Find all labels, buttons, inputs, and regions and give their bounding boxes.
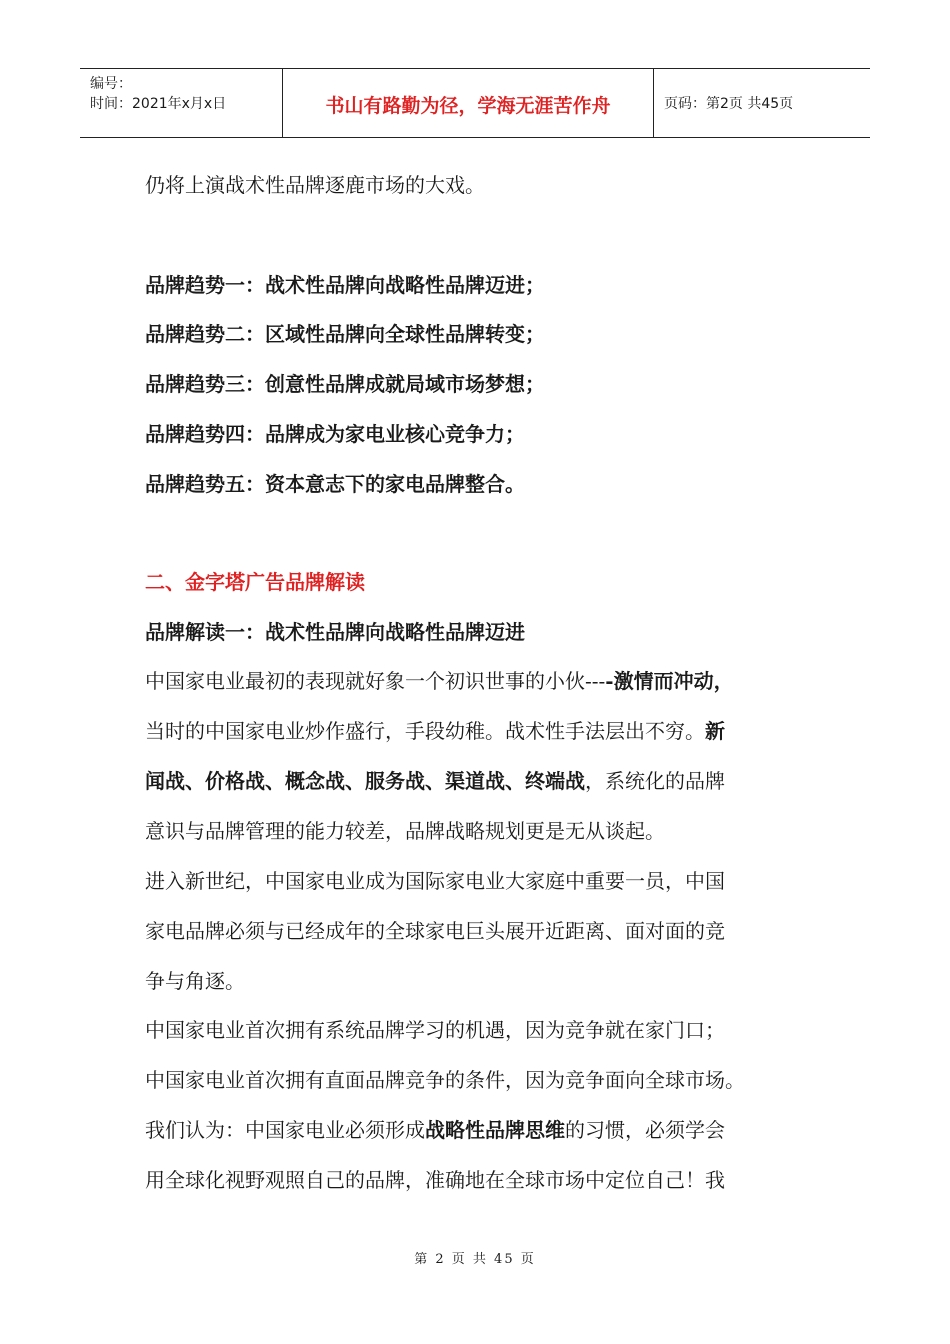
motto: 书山有路勤为径，学海无涯苦作舟 xyxy=(325,95,611,117)
header-motto-cell xyxy=(283,69,654,137)
time-label: 时间：2021年x月x日 xyxy=(90,96,227,112)
text-run: 的习惯，必须学会 xyxy=(565,1118,725,1142)
paragraph-2-line-1: 进入新世纪，中国家电业成为国际家电业大家庭中重要一员，中国 xyxy=(145,869,725,893)
number-label: 编号： xyxy=(90,76,132,92)
paragraph-1-line-3 xyxy=(145,771,825,791)
trend-2: 品牌趋势二：区域性品牌向全球性品牌转变； xyxy=(145,322,545,346)
paragraph-2-line-2: 家电品牌必须与已经成年的全球家电巨头展开近距离、面对面的竞 xyxy=(145,919,725,943)
trend-3: 品牌趋势三：创意性品牌成就局域市场梦想； xyxy=(145,372,545,396)
header-page-cell xyxy=(654,69,870,137)
text-run-bold: 战略性品牌思维 xyxy=(425,1118,565,1142)
section-title: 二、金字塔广告品牌解读 xyxy=(145,570,365,594)
sub-title: 品牌解读一：战术性品牌向战略性品牌迈进 xyxy=(145,620,525,644)
page-footer: 第 2 页 共 45 页 xyxy=(414,1252,536,1267)
page-info: 页码：第2页 共45页 xyxy=(664,96,794,112)
text-run: 中国家电业最初的表现就好象一个初识世事的小伙--- xyxy=(145,669,606,693)
intro-line: 仍将上演战术性品牌逐鹿市场的大戏。 xyxy=(145,173,485,197)
paragraph-1-line-4: 意识与品牌管理的能力较差，品牌战略规划更是无从谈起。 xyxy=(145,819,665,843)
text-run-bold: 新 xyxy=(705,719,725,743)
paragraph-3-line-1: 中国家电业首次拥有系统品牌学习的机遇，因为竞争就在家门口； xyxy=(145,1018,725,1042)
text-run: 当时的中国家电业炒作盛行，手段幼稚。战术性手法层出不穷。 xyxy=(145,719,705,743)
paragraph-1-line-1 xyxy=(145,671,825,691)
paragraph-2-line-3: 争与角逐。 xyxy=(145,969,245,993)
paragraph-4-line-2: 用全球化视野观照自己的品牌，准确地在全球市场中定位自己！我 xyxy=(145,1168,725,1192)
text-run-bold: 闻战、价格战、概念战、服务战、渠道战、终端战 xyxy=(145,769,585,793)
trend-5: 品牌趋势五：资本意志下的家电品牌整合。 xyxy=(145,472,525,496)
header-meta-cell xyxy=(80,69,283,137)
paragraph-1-line-2 xyxy=(145,721,825,741)
trend-1: 品牌趋势一：战术性品牌向战略性品牌迈进； xyxy=(145,273,545,297)
text-run: ，系统化的品牌 xyxy=(585,769,725,793)
text-run: 我们认为：中国家电业必须形成 xyxy=(145,1118,425,1142)
text-run-bold: -激情而冲动， xyxy=(605,669,734,693)
paragraph-4-line-1 xyxy=(145,1120,825,1140)
trend-4: 品牌趋势四：品牌成为家电业核心竞争力； xyxy=(145,422,525,446)
paragraph-3-line-2: 中国家电业首次拥有直面品牌竞争的条件，因为竞争面向全球市场。 xyxy=(145,1068,745,1092)
page-header xyxy=(80,68,870,138)
